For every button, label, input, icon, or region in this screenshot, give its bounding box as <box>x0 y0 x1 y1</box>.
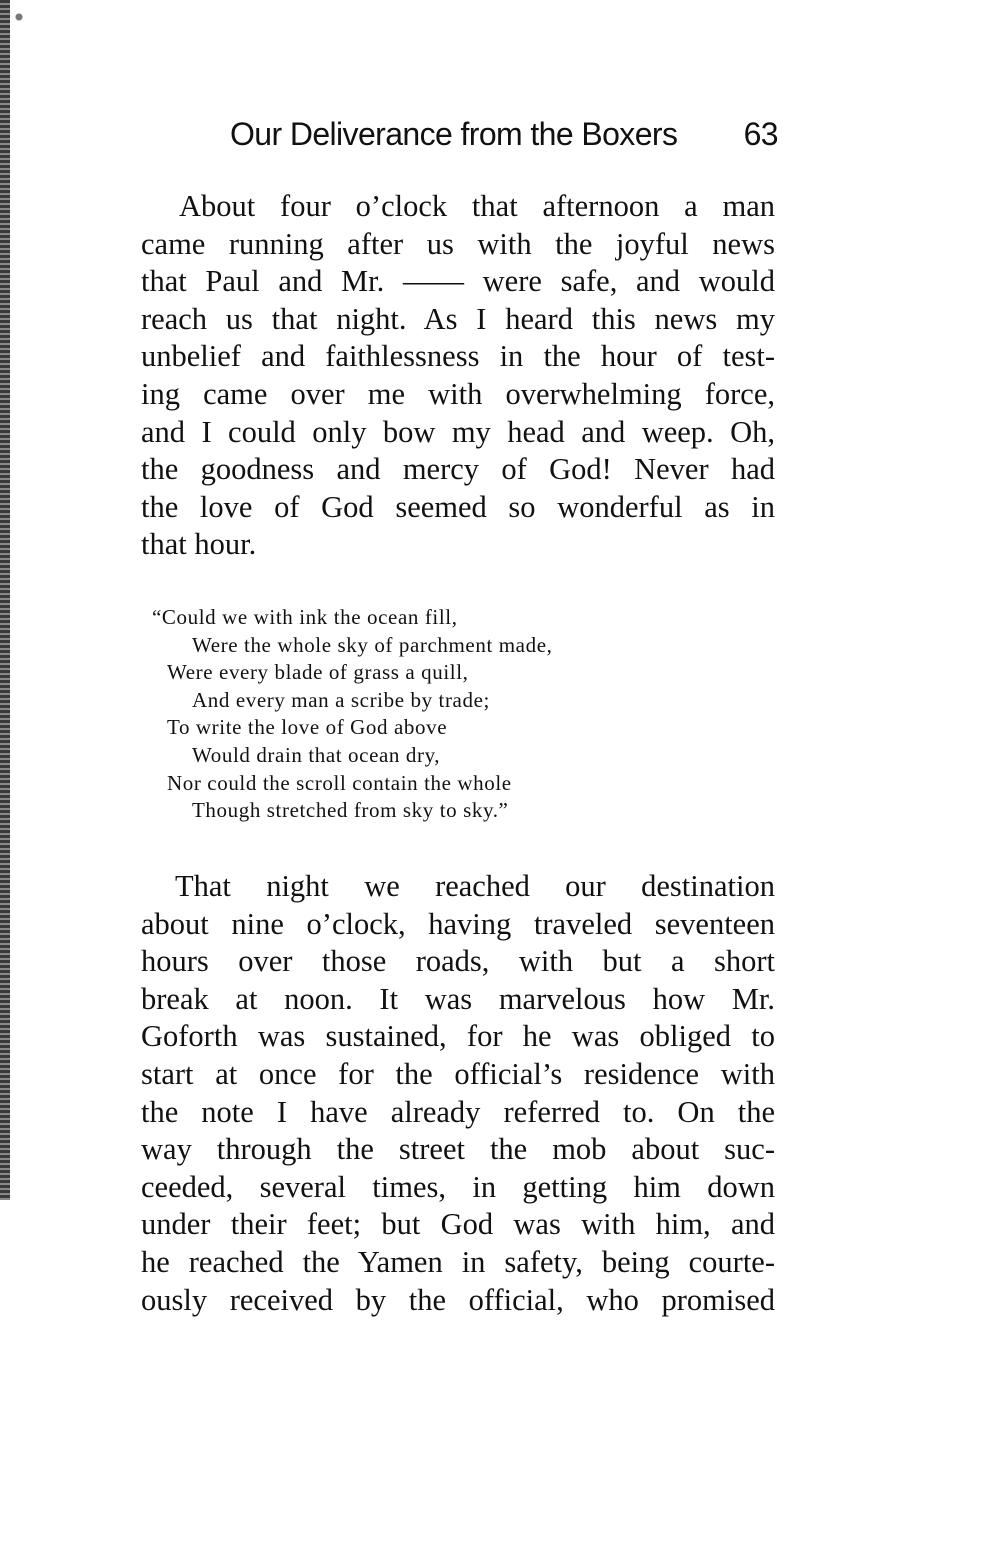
text-line: the note I have already referred to. On the <box>141 1094 775 1129</box>
text-line: the goodness and mercy of God! Never had <box>141 452 775 487</box>
poem-line: Were the whole sky of parchment made, <box>192 632 553 657</box>
poem-line: To write the love of God above <box>167 715 448 740</box>
poem-line: Would drain that ocean dry, <box>192 742 441 767</box>
text-line: that Paul and Mr. —— were safe, and would <box>141 264 775 299</box>
running-header <box>230 112 778 156</box>
page-binding-edge <box>0 0 10 1200</box>
binding-mark <box>12 8 26 26</box>
text-line: ously received by the official, who promised <box>141 1282 775 1317</box>
text-line: That night we reached our destination <box>175 869 775 903</box>
text-line: reach us that night. As I heard this news my <box>141 301 775 336</box>
text-line: start at once for the official’s residence with <box>141 1056 775 1091</box>
chapter-title: Our Deliverance from the Boxers <box>230 115 678 152</box>
text-line: ceeded, several times, in getting him down <box>141 1169 775 1204</box>
poem-line: Nor could the scroll contain the whole <box>167 770 512 795</box>
text-line: hours over those roads, with but a short <box>141 944 775 979</box>
text-line: unbelief and faithlessness in the hour of test- <box>141 339 775 374</box>
poem-quotation <box>152 604 742 825</box>
text-line: that hour. <box>141 527 257 562</box>
text-line: Goforth was sustained, for he was obliged to <box>141 1019 775 1054</box>
text-line: break at noon. It was marvelous how Mr. <box>141 981 775 1016</box>
poem-line: Were every blade of grass a quill, <box>167 660 469 685</box>
poem-line: “Could we with ink the ocean fill, <box>152 605 458 629</box>
text-line: under their feet; but God was with him, and <box>141 1207 775 1242</box>
text-line: About four o’clock that afternoon a man <box>179 189 775 223</box>
paragraph-2 <box>141 868 775 1319</box>
paragraph-1 <box>141 188 775 564</box>
text-line: about nine o’clock, having traveled seventeen <box>141 906 775 941</box>
page-number: 63 <box>743 115 778 152</box>
text-line: he reached the Yamen in safety, being courte- <box>141 1244 775 1279</box>
poem-line: And every man a scribe by trade; <box>192 687 490 712</box>
poem-line: Though stretched from sky to sky.” <box>192 798 509 823</box>
text-line: the love of God seemed so wonderful as in <box>141 489 775 524</box>
text-line: ing came over me with overwhelming force, <box>141 376 775 411</box>
text-line: and I could only bow my head and weep. Oh, <box>141 414 775 449</box>
text-line: way through the street the mob about suc- <box>141 1132 775 1167</box>
text-line: came running after us with the joyful news <box>141 226 775 261</box>
